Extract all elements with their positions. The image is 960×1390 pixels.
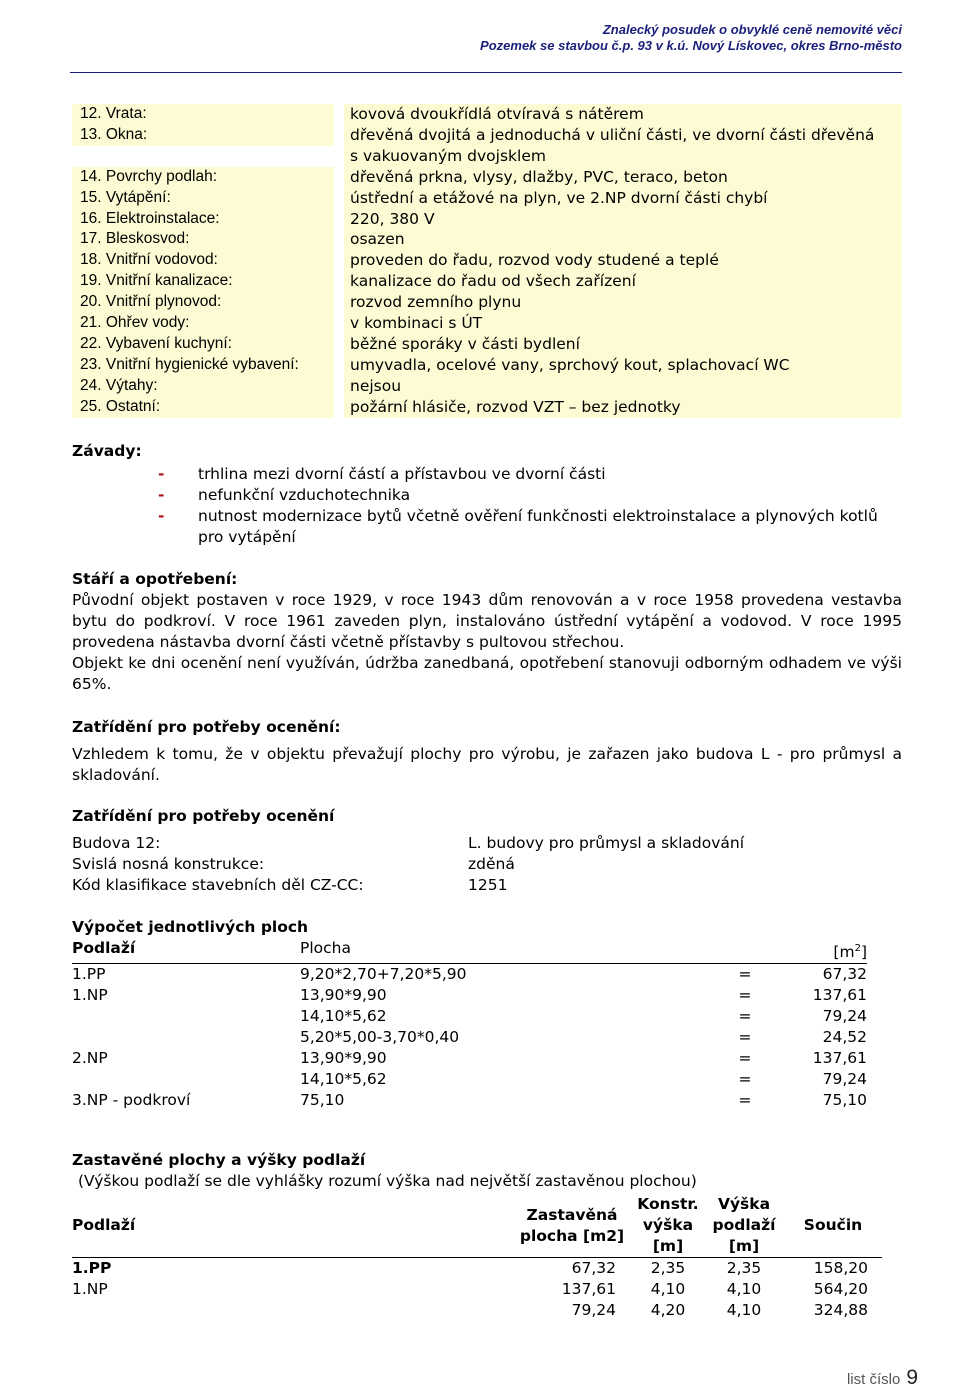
built-col-construction-height: Konstr. výška [m] (637, 1195, 699, 1255)
equipment-value: rozvod zemního plynu (344, 292, 902, 313)
page-header (480, 22, 902, 54)
built-col-floor: Podlaží (72, 1216, 136, 1234)
defects-title: Závady: (72, 442, 142, 460)
classification-row (72, 875, 902, 896)
equipment-value-continued: s vakuovaným dvojsklem (344, 146, 902, 167)
areas-col-area: Plocha (300, 939, 351, 957)
age-paragraph-2: Objekt ke dni ocenění není využíván, údržba zanedbaná, opotřebení stanovuji odborným odhadem ve výši 65%. (72, 654, 902, 693)
areas-floor (72, 1069, 300, 1090)
areas-formula: 13,90*9,90 (300, 986, 387, 1005)
equipment-row (72, 104, 902, 125)
equipment-label: 13. Okna: (72, 125, 334, 146)
classification-codes-title: Zatřídění pro potřeby ocenění (72, 807, 335, 825)
built-product: 158,20 (813, 1259, 868, 1277)
defect-item (72, 506, 902, 548)
built-floor-height: 4,10 (726, 1280, 762, 1298)
equipment-row (72, 397, 902, 418)
equipment-label: 22. Vybavení kuchyní: (72, 334, 334, 355)
classification-key: Svislá nosná konstrukce: (72, 855, 265, 873)
areas-floor: 1.PP (72, 965, 106, 984)
header-rule (70, 72, 902, 73)
equipment-value: dřevěná dvojitá a jednoduchá v uliční části, ve dvorní části dřevěná (344, 125, 902, 146)
equipment-label: 21. Ohřev vody: (72, 313, 334, 334)
built-note: (Výškou podlaží se dle vyhlášky rozumí výška nad největší zastavěnou plochou) (78, 1172, 697, 1190)
page-number (847, 1366, 918, 1390)
areas-row (72, 1048, 867, 1069)
equipment-label: 20. Vnitřní plynovod: (72, 292, 334, 313)
areas-formula: 14,10*5,62 (300, 1070, 387, 1089)
age-title: Stáří a opotřebení: (72, 570, 238, 588)
built-col-area: Zastavěná plocha [m2] (519, 1205, 625, 1245)
built-area: 67,32 (571, 1259, 616, 1277)
areas-formula: 75,10 (300, 1091, 345, 1110)
equipment-value: ústřední a etážové na plyn, ve 2.NP dvorní části chybí (344, 188, 902, 209)
equipment-row (72, 376, 902, 397)
built-area: 79,24 (571, 1301, 616, 1319)
areas-value: 137,61 (812, 1049, 867, 1068)
defect-text: trhlina mezi dvorní částí a přístavbou ve dvorní části (198, 465, 606, 483)
equipment-value: běžné sporáky v části bydlení (344, 334, 902, 355)
equipment-list (72, 104, 902, 418)
equipment-value: osazen (344, 229, 902, 250)
built-col-product: Součin (803, 1216, 863, 1234)
equipment-value: kanalizace do řadu od všech zařízení (344, 271, 902, 292)
equipment-label: 15. Vytápění: (72, 188, 334, 209)
equipment-row (72, 250, 902, 271)
equipment-value: požární hlásiče, rozvod VZT – bez jednotky (344, 397, 902, 418)
areas-value: 79,24 (822, 1007, 867, 1026)
areas-value: 79,24 (822, 1070, 867, 1089)
equipment-row (72, 313, 902, 334)
built-area: 137,61 (561, 1280, 616, 1298)
areas-floor (72, 1006, 300, 1027)
defect-bullet: - (158, 465, 165, 483)
areas-row (72, 985, 867, 1006)
built-floor-height: 2,35 (726, 1259, 762, 1277)
areas-row (72, 1027, 867, 1048)
built-construction-height: 4,10 (650, 1280, 686, 1298)
defect-bullet: - (158, 486, 165, 504)
areas-equals: = (738, 965, 752, 984)
classification-value: zděná (468, 855, 515, 873)
built-section (72, 1150, 902, 1321)
areas-col-floor: Podlaží (72, 939, 136, 957)
equipment-label: 24. Výtahy: (72, 376, 334, 397)
built-col-floor-height: Výška podlaží [m] (712, 1195, 776, 1255)
equipment-row (72, 334, 902, 355)
areas-formula: 13,90*9,90 (300, 1049, 387, 1068)
areas-value: 137,61 (812, 986, 867, 1005)
equipment-label: 14. Povrchy podlah: (72, 167, 334, 188)
equipment-label: 12. Vrata: (72, 104, 334, 125)
areas-formula: 9,20*2,70+7,20*5,90 (300, 965, 467, 984)
areas-row (72, 964, 867, 986)
equipment-value: kovová dvoukřídlá otvíravá s nátěrem (344, 104, 902, 125)
equipment-value: umyvadla, ocelové vany, sprchový kout, splachovací WC (344, 355, 902, 376)
areas-floor: 2.NP (72, 1049, 108, 1068)
defect-text: nutnost modernizace bytů včetně ověření funkčnosti elektroinstalace a plynových kotlů pro vytápění (198, 507, 878, 546)
areas-equals: = (738, 1070, 752, 1089)
areas-equals: = (738, 1007, 752, 1026)
header-title: Znalecký posudek o obvyklé ceně nemovité věci (602, 22, 902, 37)
classification-row (72, 854, 902, 875)
equipment-value: nejsou (344, 376, 902, 397)
areas-value: 67,32 (822, 965, 867, 984)
built-row (72, 1258, 882, 1280)
areas-row (72, 1006, 867, 1027)
areas-value: 24,52 (822, 1028, 867, 1047)
areas-col-unit: $[m^2]$ (833, 943, 867, 962)
equipment-row (72, 355, 902, 376)
page-number-label: list číslo (846, 1371, 901, 1388)
classification-codes (72, 833, 902, 896)
areas-header-row (72, 938, 867, 964)
areas-formula: 14,10*5,62 (300, 1007, 387, 1026)
equipment-value: dřevěná prkna, vlysy, dlažby, PVC, teraco, beton (344, 167, 902, 188)
equipment-row (72, 188, 902, 209)
built-floor (72, 1300, 512, 1321)
defect-bullet: - (158, 507, 165, 525)
areas-formula: 5,20*5,00-3,70*0,40 (300, 1028, 460, 1047)
built-row (72, 1300, 882, 1321)
classification-key: Budova 12: (72, 834, 161, 852)
classification-value: 1251 (468, 876, 508, 894)
areas-row (72, 1090, 867, 1111)
built-construction-height: 2,35 (650, 1259, 686, 1277)
equipment-row (72, 271, 902, 292)
age-section (72, 569, 902, 695)
built-floor: 1.PP (72, 1259, 112, 1277)
defects-section (72, 441, 902, 548)
classification-codes-section (72, 806, 902, 896)
areas-table (72, 938, 867, 1111)
defect-item (72, 485, 902, 506)
built-table (72, 1194, 882, 1321)
built-floor: 1.NP (72, 1280, 108, 1298)
classification-title: Zatřídění pro potřeby ocenění: (72, 718, 341, 736)
equipment-row-continued (72, 146, 902, 167)
built-row (72, 1279, 882, 1300)
equipment-value: proveden do řadu, rozvod vody studené a teplé (344, 250, 902, 271)
built-floor-height: 4,10 (726, 1301, 762, 1319)
classification-row (72, 833, 902, 854)
classification-text: Vzhledem k tomu, že v objektu převažují plochy pro výrobu, je zařazen jako budova L - pro průmysl a skladování. (72, 745, 902, 784)
areas-section (72, 917, 902, 1111)
built-title: Zastavěné plochy a výšky podlaží (72, 1151, 366, 1169)
equipment-label: 16. Elektroinstalace: (72, 209, 334, 230)
areas-row (72, 1069, 867, 1090)
age-paragraph-1: Původní objekt postaven v roce 1929, v roce 1943 dům renovován a v roce 1958 provedena vestavba bytu do podkroví. V roce 1961 zaveden plyn, instalováno ústřední vytápění a vodovod. V roce 1995 provedena nástavba dvorní části včetně přístavby s pultovou střechou. (72, 591, 902, 651)
built-product: 324,88 (813, 1301, 868, 1319)
areas-equals: = (738, 1091, 752, 1110)
equipment-row (72, 229, 902, 250)
equipment-label: 17. Bleskosvod: (72, 229, 334, 250)
equipment-value: v kombinaci s ÚT (344, 313, 902, 334)
equipment-row (72, 292, 902, 313)
equipment-label: 23. Vnitřní hygienické vybavení: (72, 355, 334, 376)
equipment-value: 220, 380 V (344, 209, 902, 230)
defects-list (72, 464, 902, 548)
defect-text: nefunkční vzduchotechnika (198, 486, 411, 504)
defect-item (72, 464, 902, 485)
areas-equals: = (738, 1049, 752, 1068)
areas-floor: 1.NP (72, 986, 108, 1005)
equipment-label: 25. Ostatní: (72, 397, 334, 418)
areas-title: Výpočet jednotlivých ploch (72, 918, 309, 936)
equipment-label: 18. Vnitřní vodovod: (72, 250, 334, 271)
built-product: 564,20 (813, 1280, 868, 1298)
equipment-row (72, 125, 902, 146)
areas-value: 75,10 (822, 1091, 867, 1110)
built-header-row (72, 1194, 882, 1258)
page-number-value: 9 (906, 1366, 918, 1389)
equipment-label: 19. Vnitřní kanalizace: (72, 271, 334, 292)
classification-value: L. budovy pro průmysl a skladování (468, 834, 745, 852)
areas-floor (72, 1027, 300, 1048)
equipment-row (72, 167, 902, 188)
built-construction-height: 4,20 (650, 1301, 686, 1319)
classification-key: Kód klasifikace stavebních děl CZ-CC: (72, 876, 364, 894)
header-subtitle: Pozemek se stavbou č.p. 93 v k.ú. Nový Lískovec, okres Brno-město (480, 38, 902, 53)
classification-section (72, 717, 902, 786)
areas-floor: 3.NP - podkroví (72, 1091, 191, 1110)
areas-equals: = (738, 986, 752, 1005)
equipment-row (72, 209, 902, 230)
areas-equals: = (738, 1028, 752, 1047)
